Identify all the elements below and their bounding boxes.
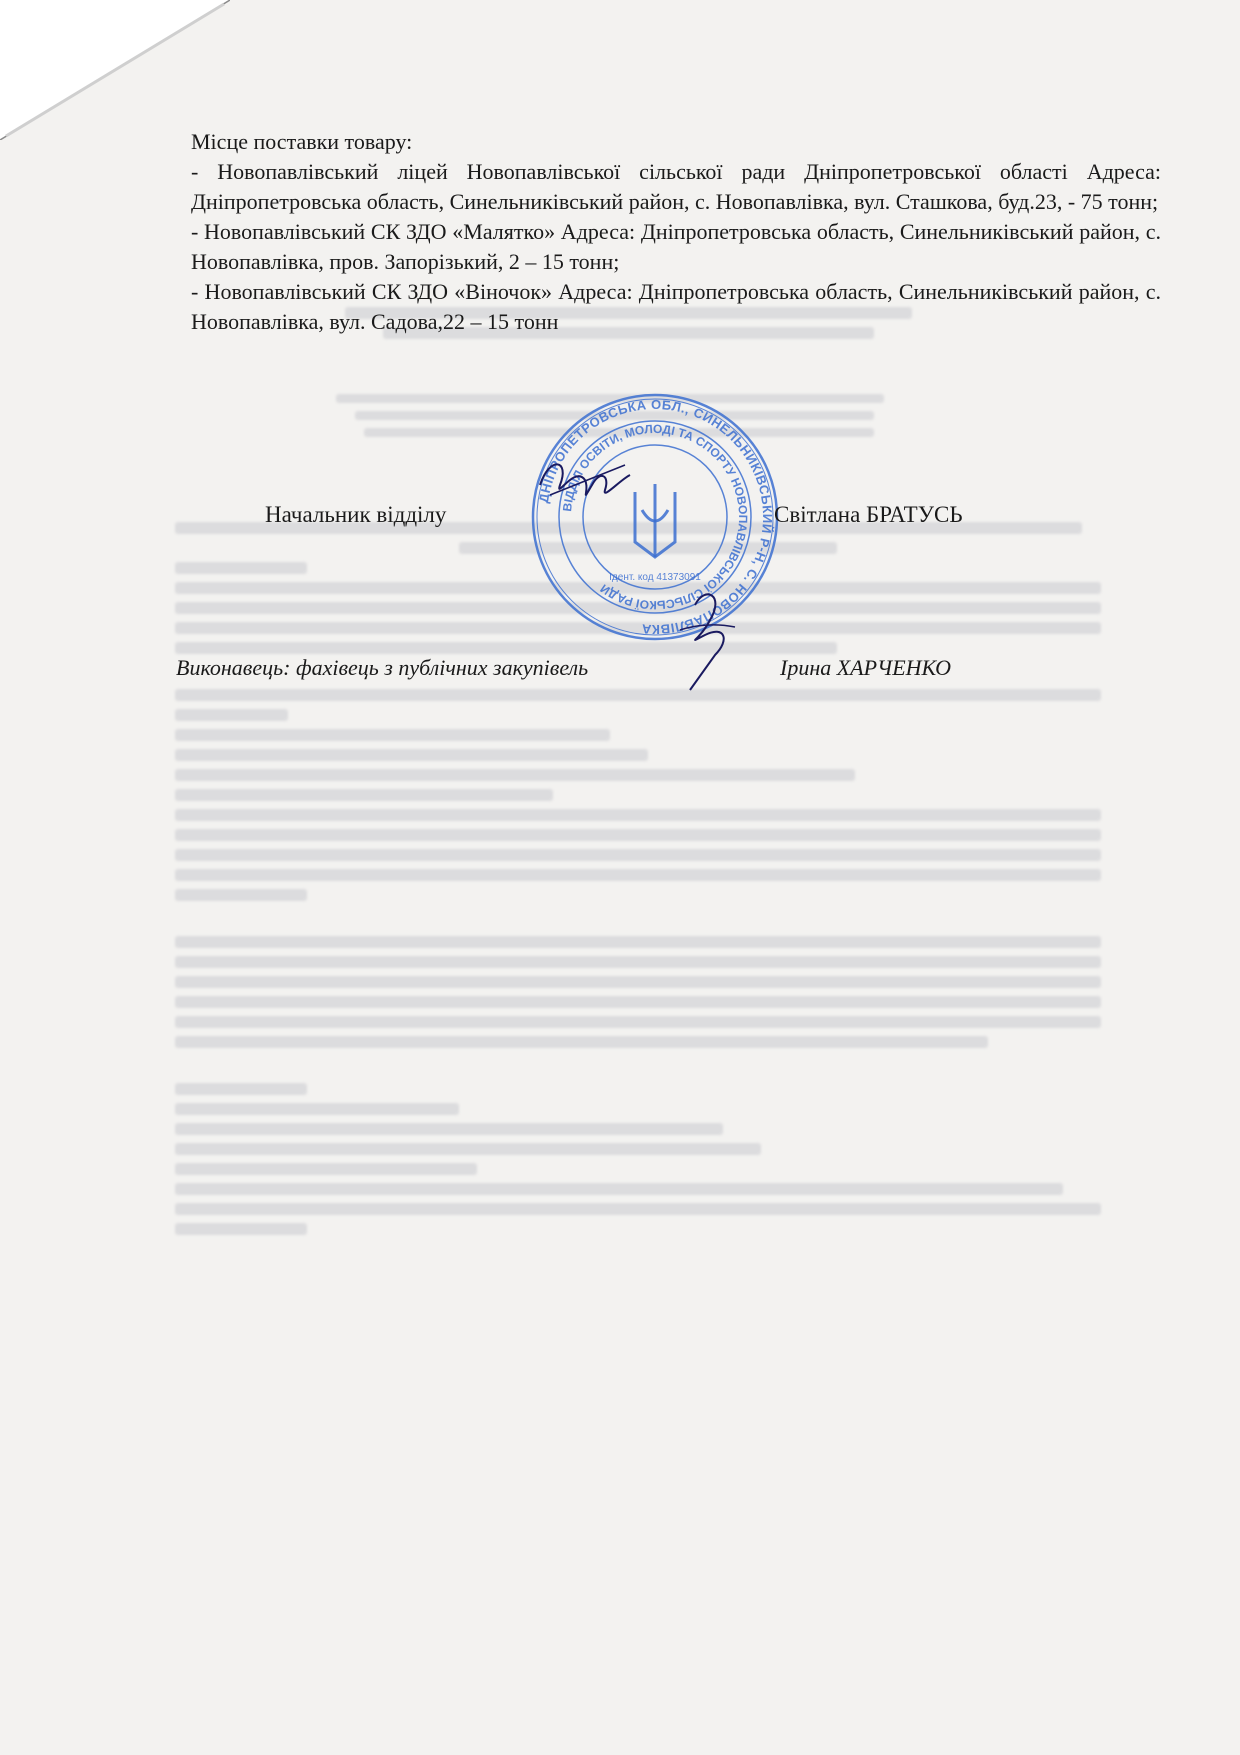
- folded-page-corner: [0, 0, 230, 140]
- delivery-heading: Місце поставки товару:: [191, 129, 413, 154]
- delivery-item-lyceum: - Новопавлівський ліцей Новопавлівської сільської ради Дніпропетровської області Адреса: Дніпропетровська область, Синельниківський район, с. Новопавлівка, вул. Сташкова, буд.23, - 75 тонн;: [191, 159, 1161, 214]
- delivery-section: [191, 127, 1161, 337]
- stamp-outer-text: ДНІПРОПЕТРОВСЬКА ОБЛ., СИНЕЛЬНИКІВСЬКИЙ Р-Н, С. НОВОПАВЛІВКА: [535, 396, 776, 638]
- head-title: Начальник відділу: [265, 502, 447, 527]
- stamp-code: Ідент. код 41373091: [609, 572, 701, 583]
- trident-emblem-icon: [635, 484, 675, 557]
- executor-signature-icon: [665, 585, 745, 695]
- executor-title: Виконавець: фахівець з публічних закупівель: [176, 655, 589, 680]
- head-name: Світлана БРАТУСЬ: [774, 502, 963, 527]
- stamp-inner-text: ВІДДІЛ ОСВІТИ, МОЛОДІ ТА СПОРТУ НОВОПАВЛІВСЬКОЇ СІЛЬСЬКОЇ РАДИ: [560, 421, 751, 613]
- delivery-item-vinochok: - Новопавлівський СК ЗДО «Віночок» Адреса: Дніпропетровська область, Синельниківський район, с. Новопавлівка, вул. Садова,22 – 15 тонн: [191, 279, 1161, 334]
- delivery-item-malyatko: - Новопавлівський СК ЗДО «Малятко» Адреса: Дніпропетровська область, Синельниківський район, с. Новопавлівка, пров. Запорізький, 2 – 15 тонн;: [191, 219, 1161, 274]
- executor-name: Ірина ХАРЧЕНКО: [780, 655, 952, 680]
- head-signature-icon: [530, 445, 640, 525]
